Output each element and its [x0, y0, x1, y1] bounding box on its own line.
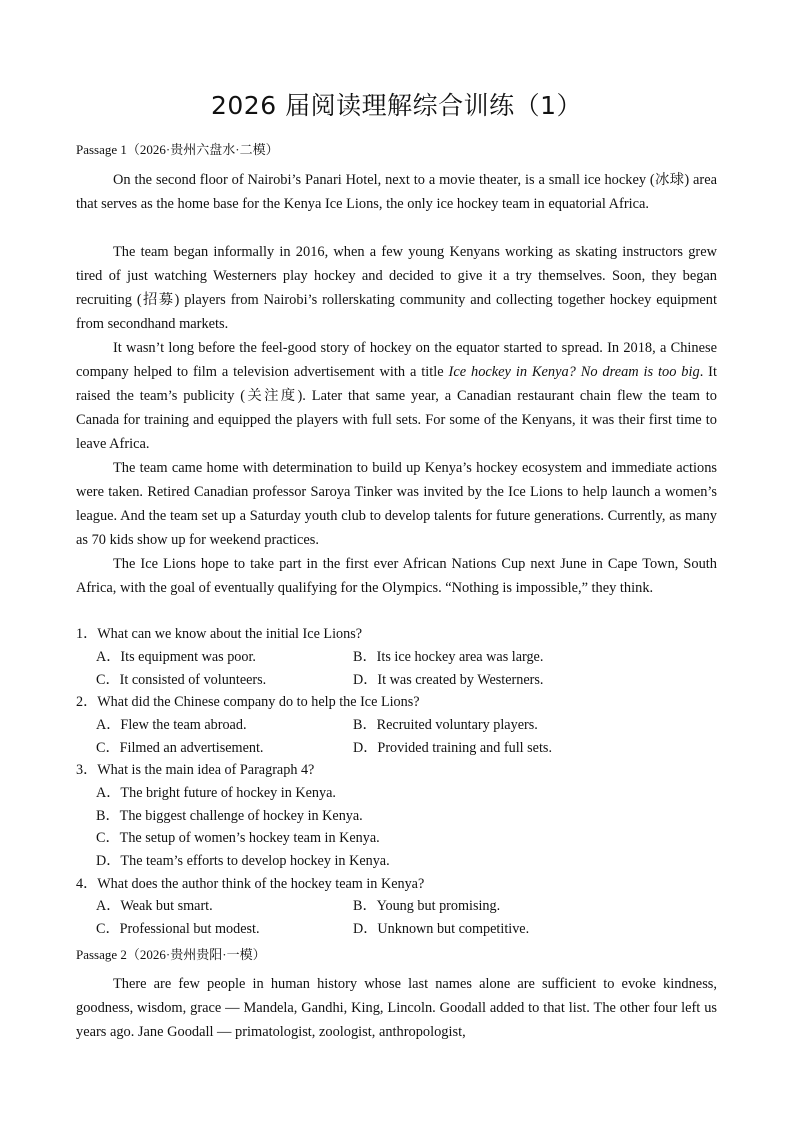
question-1-option-c[interactable]: C．It consisted of volunteers. — [96, 672, 267, 688]
question-4-option-a[interactable]: A．Weak but smart. — [96, 898, 213, 914]
question-1-option-d[interactable]: D．It was created by Westerners. — [353, 672, 544, 688]
question-2-option-b[interactable]: B．Recruited voluntary players. — [353, 717, 538, 733]
question-4-stem: 4．What does the author think of the hockey team in Kenya? — [76, 876, 425, 892]
advertisement-title: Ice hockey in Kenya? No dream is too big — [448, 364, 700, 380]
question-1-stem: 1．What can we know about the initial Ice Lions? — [76, 626, 363, 642]
passage2-paragraph-1: There are few people in human history whose last names alone are sufficient to evoke kindness, goodness, wisdom, grace — Mandela, Gandhi, King, Lincoln. Goodall added to that list. The other four left us years ago. Jane Goodall — primatologist, zoologist, anthropologist, — [76, 976, 717, 1040]
question-2-option-d[interactable]: D．Provided training and full sets. — [353, 740, 552, 756]
passage2-header: Passage 2（2026·贵州贵阳·一模） — [76, 947, 266, 962]
question-4-option-d[interactable]: D．Unknown but competitive. — [353, 921, 530, 937]
page-title: 2026 届阅读理解综合训练（1） — [211, 91, 582, 120]
question-1-option-b[interactable]: B．Its ice hockey area was large. — [353, 649, 544, 665]
passage1-paragraph-1: On the second floor of Nairobi’s Panari Hotel, next to a movie theater, is a small ice hockey (冰球) area that serves as the home base for the Kenya Ice Lions, the only ice hockey team in equatorial Africa. — [76, 172, 717, 212]
paragraph-3-text-a: It wasn’t long before the feel-good story of hockey on the equator started to spread. In 2018, a Chinese company helped to film a television advertisement with a title — [76, 340, 717, 380]
question-2-option-c[interactable]: C．Filmed an advertisement. — [96, 740, 264, 756]
passage1-paragraph-3 — [76, 336, 717, 456]
question-4-option-c[interactable]: C．Professional but modest. — [96, 921, 260, 937]
question-3-stem: 3．What is the main idea of Paragraph 4? — [76, 762, 315, 778]
question-2-option-a[interactable]: A．Flew the team abroad. — [96, 717, 247, 733]
question-3-option-a[interactable]: A．The bright future of hockey in Kenya. — [96, 785, 336, 801]
question-4-option-b[interactable]: B．Young but promising. — [353, 898, 501, 914]
passage1-paragraph-5: The Ice Lions hope to take part in the first ever African Nations Cup next June in Cape Town, South Africa, with the goal of eventually qualifying for the Olympics. “Nothing is impossible,” they think. — [76, 556, 717, 596]
question-3-option-b[interactable]: B．The biggest challenge of hockey in Kenya. — [96, 808, 363, 824]
passage1-header: Passage 1（2026·贵州六盘水·二模） — [76, 142, 279, 157]
question-1-option-a[interactable]: A．Its equipment was poor. — [96, 649, 256, 665]
question-3-option-c[interactable]: C．The setup of women’s hockey team in Kenya. — [96, 830, 380, 846]
question-2-stem: 2．What did the Chinese company do to help the Ice Lions? — [76, 694, 420, 710]
passage1-paragraph-4: The team came home with determination to build up Kenya’s hockey ecosystem and immediate actions were taken. Retired Canadian professor Saroya Tinker was invited by the Ice Lions to help launch a women’s league. And the team set up a Saturday youth club to develop talents for future generations. Currently, as many as 70 kids show up for weekend practices. — [76, 460, 717, 548]
question-3-option-d[interactable]: D．The team’s efforts to develop hockey in Kenya. — [96, 853, 390, 869]
paragraph-3-text-b: . It raised the team’s publicity (关注度). Later that same year, a Canadian restaurant chain flew the team to Canada for training and equipped the players with full sets. For some of the Kenyans, it was their first time to leave Africa. — [76, 364, 717, 452]
passage1-paragraph-2: The team began informally in 2016, when a few young Kenyans working as skating instructors grew tired of just watching Westerners play hockey and decided to give it a try themselves. Soon, they began recruiting (招募) players from Nairobi’s rollerskating community and collecting together hockey equipment from secondhand markets. — [76, 244, 717, 332]
